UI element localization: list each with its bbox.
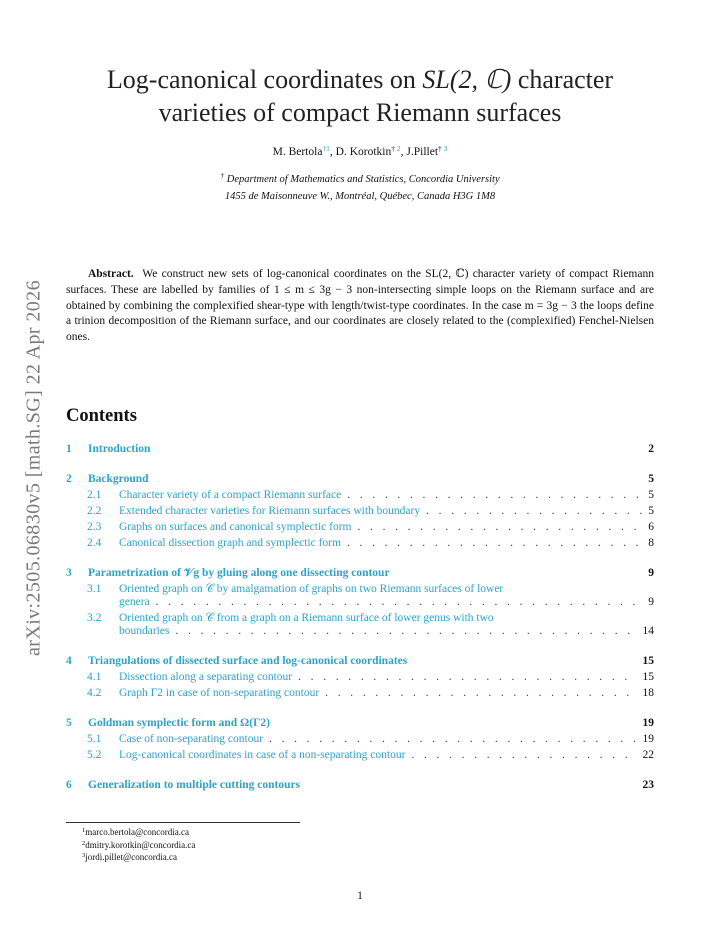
footnote-ref-3[interactable]: 3 (441, 144, 448, 153)
table-of-contents (66, 443, 654, 795)
leader-dots (347, 537, 642, 549)
toc-section-4[interactable]: 4 Triangulations of dissected surface and log-canonical coordinates 15 (66, 655, 654, 667)
leader-dots (156, 596, 643, 612)
toc-section-1[interactable]: 1 Introduction 2 (66, 443, 654, 455)
leader-dots (426, 505, 642, 517)
affiliation (60, 171, 660, 205)
footnote-3: $^3$jordi.pillet@concordia.ca (82, 852, 178, 862)
toc-subsection-3-2[interactable]: 3.2 Oriented graph on 𝒞 from a graph on a Riemann surface of lower genus with two boundaries . . . 14 (66, 612, 654, 641)
toc-section-5[interactable]: 5 Goldman symplectic form and Ω(Γ2) 19 (66, 717, 654, 729)
title-line-2: varieties of compact Riemann surfaces (158, 98, 562, 127)
author-list: M. Bertola$^{\dagger 1}$, D. Korotkin† $^2$, J.Pillet† $^3$ (272, 144, 448, 158)
toc-subsection-5-2[interactable]: 5.2 Log-canonical coordinates in case of a non-separating contour . . . 22 (66, 749, 654, 765)
arxiv-sidebar (14, 248, 54, 688)
footnote-ref-2[interactable]: 2 (395, 144, 401, 153)
leader-dots (357, 521, 642, 533)
abstract-label: Abstract. (88, 268, 134, 280)
toc-subsection-5-1[interactable]: 5.1 Case of non-separating contour . . . 19 (66, 733, 654, 749)
arxiv-identifier: arXiv:2505.06830v5 [math.SG] 22 Apr 2026 (22, 280, 45, 656)
affiliation-line-2: 1455 de Maisonneuve W., Montréal, Québec, Canada H3G 1M8 (224, 191, 496, 202)
toc-subsection-2-1[interactable]: 2.1 Character variety of a compact Riemann surface . . . 5 (66, 489, 654, 505)
toc-subsection-4-2[interactable]: 4.2 Graph Γ2 in case of non-separating contour . . . 18 (66, 687, 654, 703)
page-number: 1 (357, 890, 363, 902)
abstract-text: We construct new sets of log-canonical coordinates on the SL(2, ℂ) character variety of compact Riemann surfaces. These are labelled by families of 1 ≤ m ≤ 3g − 3 non-intersecting simple loops on the Riemann surface and are obtained by combining the complexified shear-type with length/twist-type coordinates. In the case m = 3g − 3 the loops define a trinion decomposition of the Riemann surface, and our coordinates are closely related to the (complexified) Fenchel-Nielsen ones. (66, 268, 654, 344)
affiliation-line-1: † Department of Mathematics and Statistics, Concordia University (220, 171, 500, 185)
toc-section-3[interactable]: 3 Parametrization of 𝒱g by gluing along one dissecting contour 9 (66, 567, 654, 579)
title-line-1: Log-canonical coordinates on SL(2, ℂ) character (106, 65, 614, 94)
footnotes (82, 826, 195, 864)
toc-subsection-2-3[interactable]: 2.3 Graphs on surfaces and canonical symplectic form . . . 6 (66, 521, 654, 537)
leader-dots (175, 625, 636, 641)
leader-dots (325, 687, 636, 699)
toc-subsection-4-1[interactable]: 4.1 Dissection along a separating contour . . . 15 (66, 671, 654, 687)
leader-dots (269, 733, 636, 745)
footnote-rule (66, 822, 300, 823)
leader-dots (347, 489, 642, 501)
contents-heading: Contents (66, 406, 137, 426)
leader-dots (411, 749, 636, 761)
toc-subsection-2-4[interactable]: 2.4 Canonical dissection graph and symplectic form . . . 8 (66, 537, 654, 553)
toc-subsection-3-1[interactable]: 3.1 Oriented graph on 𝒞 by amalgamation of graphs on two Riemann surfaces of lower genera . . . 9 (66, 583, 654, 612)
leader-dots (298, 671, 636, 683)
footnote-ref-1[interactable]: †1 (322, 144, 330, 153)
abstract (66, 267, 654, 346)
toc-subsection-2-2[interactable]: 2.2 Extended character varieties for Riemann surfaces with boundary . . . 5 (66, 505, 654, 521)
paper-title (60, 63, 660, 129)
toc-section-2[interactable]: 2 Background 5 (66, 473, 654, 485)
toc-section-6[interactable]: 6 Generalization to multiple cutting contours 23 (66, 779, 654, 791)
footnote-2: $^2$dmitry.korotkin@concordia.ca (82, 839, 196, 850)
footnote-1: $^1$marco.bertola@concordia.ca (82, 827, 189, 837)
